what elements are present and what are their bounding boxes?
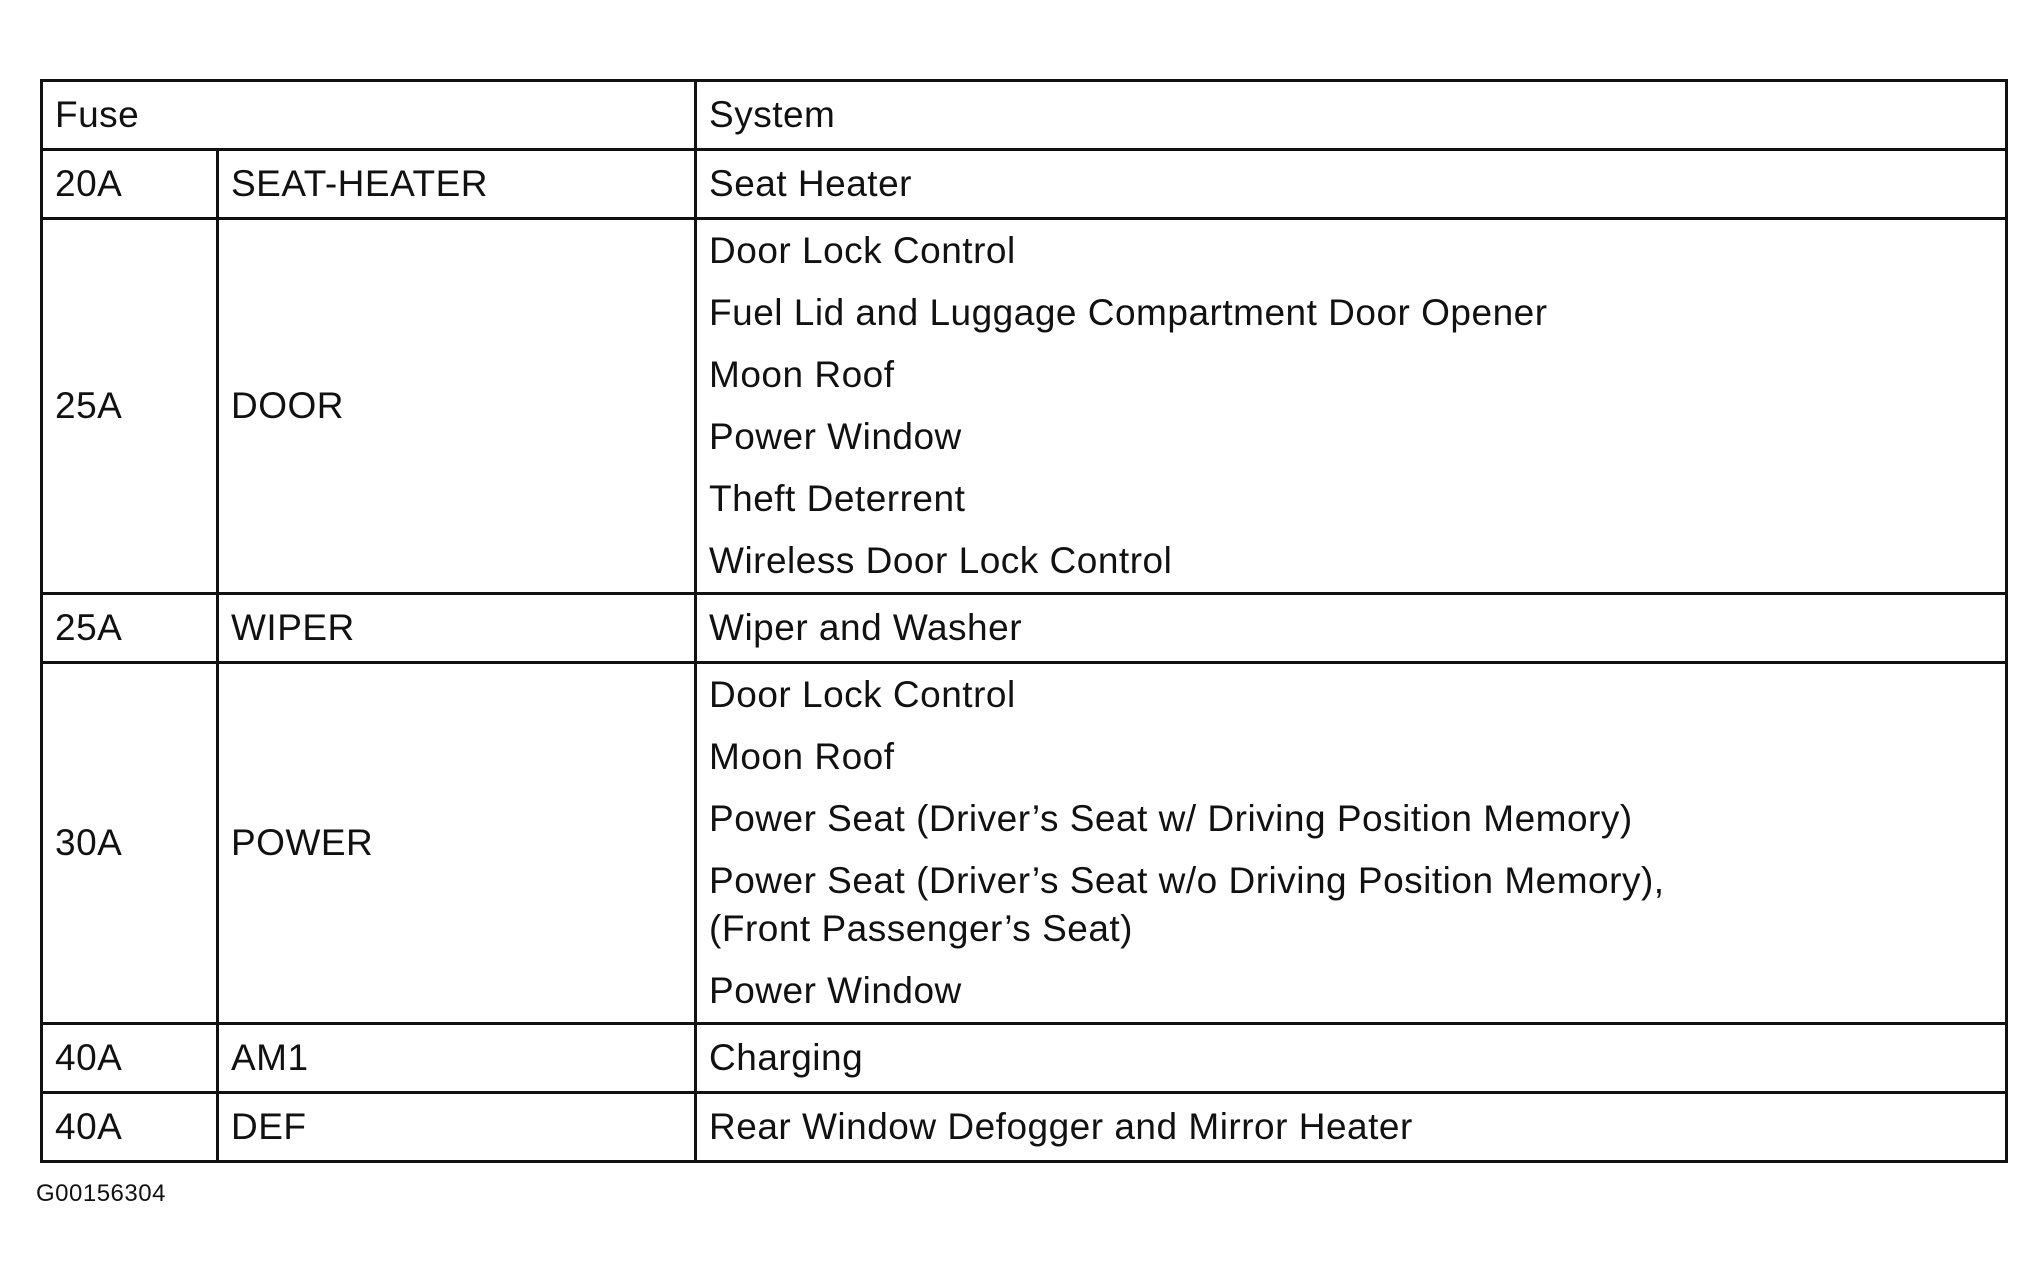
fuse-name: DOOR (218, 219, 696, 594)
table-row (42, 663, 2007, 1024)
fuse-name: DEF (218, 1093, 696, 1162)
fuse-systems (696, 663, 2007, 1024)
fuse-amperage: 40A (42, 1093, 218, 1162)
fuse-amperage: 30A (42, 663, 218, 1024)
fuse-systems (696, 219, 2007, 594)
fuse-amperage: 40A (42, 1024, 218, 1093)
fuse-systems (696, 594, 2007, 663)
table-row (42, 219, 2007, 594)
system-item: Wiper and Washer (709, 607, 1023, 648)
system-item: Power Window (709, 970, 962, 1011)
table-row (42, 150, 2007, 219)
table-row (42, 594, 2007, 663)
fuse-name: WIPER (218, 594, 696, 663)
system-item: Rear Window Defogger and Mirror Heater (709, 1106, 1413, 1147)
fuse-table-container (40, 79, 2008, 1163)
table-row (42, 1093, 2007, 1162)
fuse-name: AM1 (218, 1024, 696, 1093)
system-item: Theft Deterrent (709, 478, 966, 519)
figure-id: G00156304 (36, 1180, 166, 1207)
fuse-amperage: 25A (42, 219, 218, 594)
fuse-amperage: 25A (42, 594, 218, 663)
header-fuse: Fuse (42, 81, 696, 150)
system-item: Seat Heater (709, 163, 912, 204)
system-item: Moon Roof (709, 354, 895, 395)
system-item: Wireless Door Lock Control (709, 540, 1173, 581)
system-item: Door Lock Control (709, 674, 1016, 715)
header-system: System (696, 81, 2007, 150)
system-item: Fuel Lid and Luggage Compartment Door Opener (709, 292, 1548, 333)
fuse-name: POWER (218, 663, 696, 1024)
fuse-systems (696, 150, 2007, 219)
fuse-systems (696, 1093, 2007, 1162)
table-row (42, 1024, 2007, 1093)
fuse-table (40, 79, 2008, 1163)
fuse-name: SEAT-HEATER (218, 150, 696, 219)
fuse-systems (696, 1024, 2007, 1093)
table-header-row (42, 81, 2007, 150)
system-item: Power Seat (Driver’s Seat w/ Driving Position Memory) (709, 798, 1633, 839)
system-item: Charging (709, 1037, 864, 1078)
system-item: Door Lock Control (709, 230, 1016, 271)
system-item: Power Window (709, 416, 962, 457)
fuse-amperage: 20A (42, 150, 218, 219)
table-body (42, 150, 2007, 1162)
system-item: Power Seat (Driver’s Seat w/o Driving Position Memory), (Front Passenger’s Seat) (709, 860, 1665, 949)
system-item: Moon Roof (709, 736, 895, 777)
